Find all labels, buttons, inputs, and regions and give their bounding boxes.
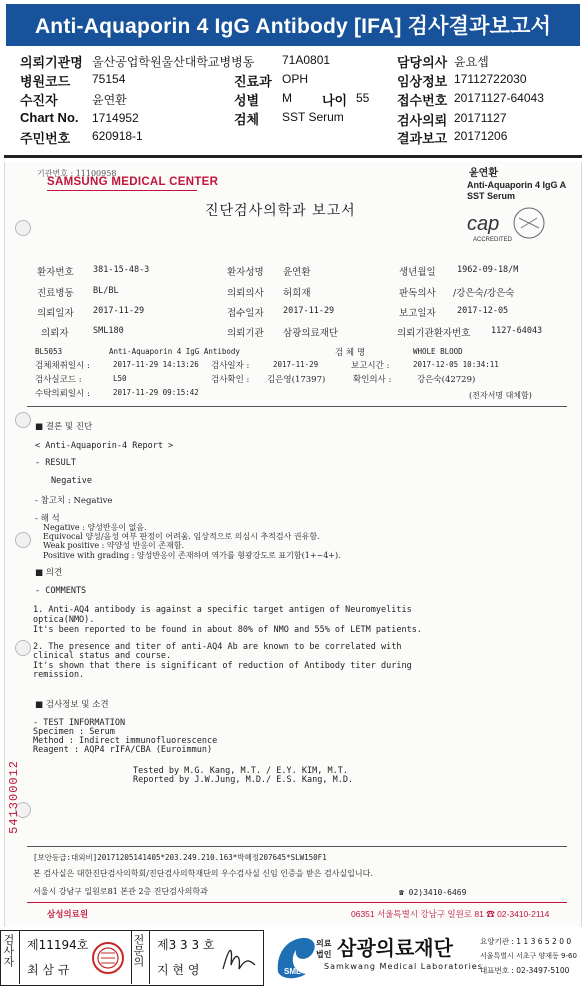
report-value: 20171206 <box>454 129 508 143</box>
result-head: - RESULT <box>35 458 76 468</box>
section-opinion: ■ 의견 <box>35 568 63 578</box>
receipt-label: 접수번호 <box>397 93 448 108</box>
specimen-value: SST Serum <box>282 110 344 124</box>
age-label: 나이 <box>322 93 348 108</box>
result-value: Negative <box>51 476 92 486</box>
punch-hole <box>15 532 31 548</box>
specialist-label: 전문의 <box>132 934 145 967</box>
rcv-date: 2017-11-29 <box>283 306 335 316</box>
confirm-label: 검사확인 : <box>211 375 250 385</box>
clinical-label: 임상정보 <box>397 74 448 89</box>
sml-logo-icon <box>272 932 320 980</box>
test-info-head: - TEST INFORMATION <box>33 718 126 728</box>
divider-line <box>27 406 567 407</box>
dept-label: 진료과 <box>234 74 272 89</box>
test-name: Anti-Aquaporin 4 IgG Antibody <box>109 347 240 356</box>
req-org-label: 의뢰기관명 <box>20 55 83 70</box>
chart-value: 1714952 <box>92 111 139 125</box>
doctor-label: 담당의사 <box>397 55 448 70</box>
interp-3: Weak positive : 약양성 반응이 존재함. <box>43 541 185 550</box>
dob-label: 생년월일 <box>399 267 436 278</box>
lab-code-label: 검사실코드 : <box>35 375 82 385</box>
interp-1: Negative : 양성반응이 없음. <box>43 523 147 532</box>
specimen-label: 검체 <box>234 112 260 127</box>
reader-label: 판독의사 <box>399 288 436 299</box>
patient-value: 윤연환 <box>92 93 127 107</box>
inspector-license: 제11194호 <box>27 938 89 952</box>
report-time-label: 보고시간 : <box>351 361 390 371</box>
collect-label: 검체채취일시 : <box>35 361 90 371</box>
report-head: < Anti-Aquaporin-4 Report > <box>35 441 174 451</box>
test-date: 2017-11-29 <box>273 360 319 369</box>
sex-value: M <box>282 91 292 105</box>
requester-label: 의뢰자 <box>41 328 69 339</box>
security-line: [보안등급:대외비]20171205141405*203.249.210.163*박혜정207645*SLW150F1 <box>33 853 327 862</box>
section-result: ■ 결론 및 진단 <box>35 422 93 432</box>
rpt-date: 2017-12-05 <box>457 306 509 316</box>
clinic: BL/BL <box>93 286 119 296</box>
comment-2a: 2. The presence and titer of anti-AQ4 Ab are known to be correlated with <box>33 642 402 652</box>
lab-name: 삼광의료재단 <box>337 936 453 960</box>
lab-code: 요양기관 : 1 1 3 6 5 2 0 0 <box>480 937 572 946</box>
footer-divider <box>27 902 567 903</box>
report-label: 결과보고 <box>397 131 448 146</box>
comment-2d: remission. <box>33 670 85 680</box>
lab-prefix-1: 의료 <box>316 939 332 948</box>
bottom-signature-area <box>0 930 586 988</box>
header-divider <box>4 155 582 158</box>
specimen-name: WHOLE BLOOD <box>413 347 463 356</box>
sml-text: SML <box>284 967 301 976</box>
comment-1c: It's been reported to be found in about 80% of NMO and 55% of LETM patients. <box>33 625 422 635</box>
test-info-3: Reagent : AQP4 rIFA/CBA (Euroimmun) <box>33 745 213 755</box>
dept-value: OPH <box>282 72 309 86</box>
confirm: 김은영(17397) <box>267 375 326 385</box>
lab-code: L50 <box>113 374 127 383</box>
lab-tel: 대표번호 : 02-3497-5100 <box>480 966 570 975</box>
cap-subtext: ACCREDITED <box>473 237 513 243</box>
interp-head: - 해 석 <box>35 514 60 524</box>
inspector-label: 검사자 <box>2 934 15 967</box>
divider-line <box>27 846 567 847</box>
signature-box <box>0 930 264 986</box>
section-test-info: ■ 검사정보 및 소견 <box>35 700 109 710</box>
signature-scribble <box>219 939 259 977</box>
tr-test: Anti-Aquaporin 4 IgG A <box>467 180 567 190</box>
cert-line: 본 검사실은 대한진단검사의학회/진단검사의학재단의 우수검사실 신임 인증을 받은 검사실입니다. <box>33 869 373 878</box>
specialist-license: 제3 3 3 호 <box>157 938 215 952</box>
req-inst-label: 의뢰기관 <box>227 328 264 339</box>
receive-label: 수탁의뢰일시 : <box>35 389 90 399</box>
hosp-code-value: 75154 <box>92 72 126 86</box>
specimen-name-label: 검 체 명 <box>335 348 366 358</box>
req-date-label: 의뢰일자 <box>37 308 74 319</box>
punch-hole <box>15 640 31 656</box>
patient-no-label: 환자번호 <box>37 267 74 278</box>
interp-2: Equivocal 양성/음성 여부 판정이 어려움. 임상적으로 의심시 추적검사 권유함. <box>43 532 320 541</box>
patient-info-block <box>0 50 586 146</box>
hosp-code-label: 병원코드 <box>20 74 71 89</box>
rcv-date-label: 접수일자 <box>227 308 264 319</box>
phone-line: ☎ 02)3410-6469 <box>399 888 467 897</box>
punch-hole <box>15 220 31 236</box>
test-info-2: Method : Indirect immunofluorescence <box>33 736 218 746</box>
lab-name-en: Samkwang Medical Laboratories <box>324 962 483 971</box>
cap-accredited-logo <box>463 206 553 244</box>
collect: 2017-11-29 14:13:26 <box>113 360 199 369</box>
req-inst: 삼광의료재단 <box>283 328 339 339</box>
interp-4: Positive with grading : 양성반응이 존재하며 역가를 형광강도로 표기함(1+~4+). <box>43 551 341 560</box>
rpt-date-label: 보고일자 <box>399 308 436 319</box>
reported-by: Reported by J.W.Jung, M.D./ E.S. Kang, M.D. <box>133 775 354 785</box>
chart-label: Chart No. <box>20 110 79 125</box>
inspector-name: 최 삼 규 <box>27 963 70 977</box>
receipt-value: 20171127-64043 <box>454 91 544 105</box>
rrn-value: 620918-1 <box>92 129 143 143</box>
smc-underline <box>47 190 197 191</box>
address-line: 서울시 강남구 일원로81 본관 2층 진단검사의학과 <box>33 887 208 896</box>
request-value: 20171127 <box>454 111 507 125</box>
patient-name-label: 환자성명 <box>227 267 264 278</box>
reg-number: 기관번호 : 11100958 <box>37 169 117 178</box>
clinic-label: 진료병동 <box>37 288 74 299</box>
lab-report-title: 진단검사의학과 보고서 <box>205 203 356 219</box>
comment-1a: 1. Anti-AQ4 antibody is against a specific target antigen of Neuromyelitis <box>33 605 412 615</box>
verify-label: 확인의사 : <box>353 375 392 385</box>
request-label: 검사의뢰 <box>397 113 448 128</box>
age-value: 55 <box>356 91 370 105</box>
verify: 강은숙(42729) <box>417 375 476 385</box>
comments-head: - COMMENTS <box>35 586 87 596</box>
req-doctor: 허희재 <box>283 288 311 299</box>
req-inst-no: 1127-64043 <box>491 326 543 336</box>
report-time: 2017-12-05 10:34:11 <box>413 360 499 369</box>
report-title: Anti-Aquaporin 4 IgG Antibody [IFA] 검사결과보고서 <box>34 15 552 38</box>
comment-2c: It's shown that there is significant of reduction of Antibody titer during <box>33 661 412 671</box>
patient-label: 수진자 <box>20 93 58 108</box>
lab-address: 서울특별시 서초구 양재동 9-60 <box>480 952 577 960</box>
test-code: BL5053 <box>35 347 63 356</box>
footer-left: 삼성의료원 <box>47 909 89 919</box>
scanned-report <box>4 162 582 927</box>
patient-name: 윤연환 <box>283 267 311 278</box>
tr-name: 윤연환 <box>469 168 498 179</box>
receive: 2017-11-29 09:15:42 <box>113 388 199 397</box>
e-sign-note: (전자서명 대체함) <box>469 391 532 400</box>
doctor-value: 윤요셉 <box>454 55 489 69</box>
tested-by: Tested by M.G. Kang, M.T. / E.Y. KIM, M.T. <box>133 766 348 776</box>
footer-right: 06351 서울특별시 강남구 일원로 81 ☎ 02-3410-2114 <box>351 909 550 919</box>
req-org-value: 울산공업학원울산대학교병병동 <box>92 55 255 69</box>
report-title-bar <box>6 4 580 46</box>
dob: 1962-09-18/M <box>457 265 519 275</box>
req-date: 2017-11-29 <box>93 306 145 316</box>
clinical-value: 17112722030 <box>454 72 527 86</box>
seal-stamp <box>91 941 125 975</box>
smc-logo: SAMSUNG MEDICAL CENTER <box>47 176 219 188</box>
barcode-number: 541300012 <box>7 760 21 834</box>
lab-prefix-2: 법인 <box>316 950 332 959</box>
specialist-name: 지 현 영 <box>157 963 200 977</box>
code-value: 71A0801 <box>282 53 331 67</box>
reader: /강은숙/강은숙 <box>453 288 515 299</box>
tr-specimen: SST Serum <box>467 191 516 201</box>
req-doctor-label: 의뢰의사 <box>227 288 264 299</box>
sex-label: 성별 <box>234 93 260 108</box>
requester: SML180 <box>93 326 124 336</box>
test-date-label: 검사일자 : <box>211 361 250 371</box>
comment-2b: clinical status and course. <box>33 651 172 661</box>
punch-hole <box>15 412 31 428</box>
req-inst-no-label: 의뢰기관환자번호 <box>397 328 471 339</box>
cap-text: cap <box>467 213 500 235</box>
comment-1b: optica(NMO). <box>33 615 95 625</box>
patient-no: 381-15-48-3 <box>93 265 150 275</box>
rrn-label: 주민번호 <box>20 131 71 146</box>
reference-line: - 참고치 : Negative <box>35 496 113 506</box>
test-info-1: Specimen : Serum <box>33 727 115 737</box>
